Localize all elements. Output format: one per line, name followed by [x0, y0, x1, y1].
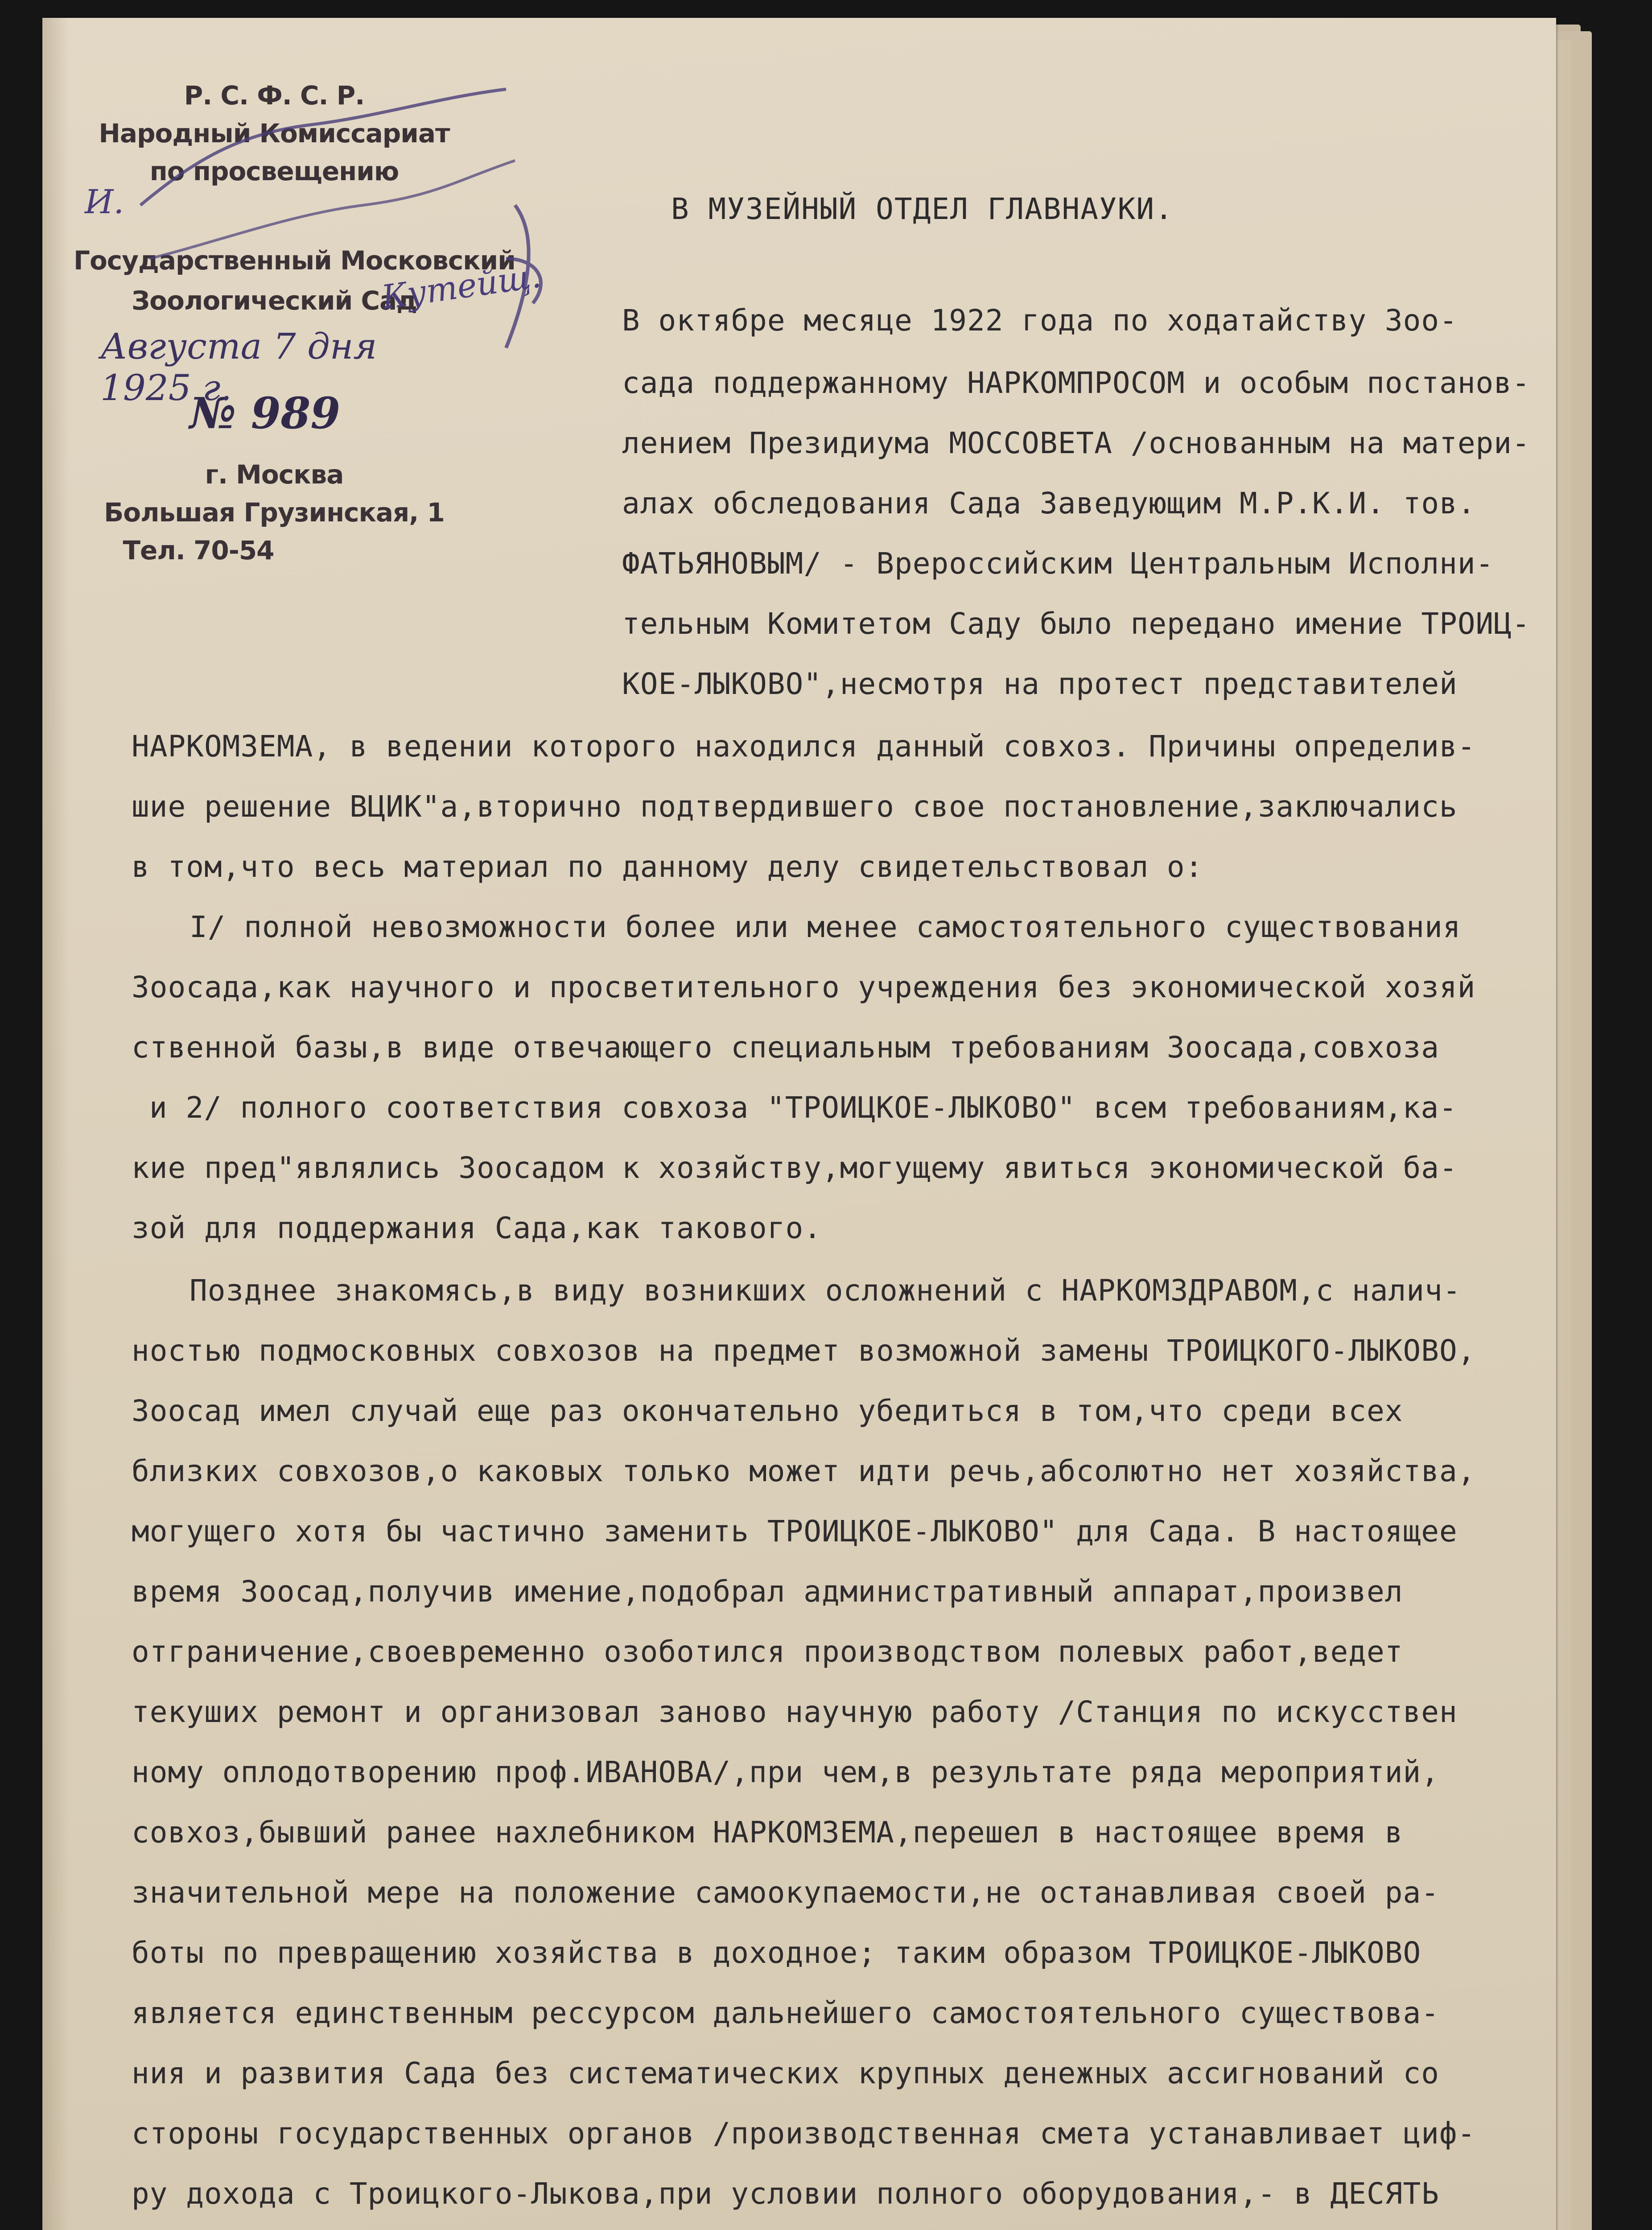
- body-line: ния и развития Сада без систематических крупных денежных ассигнований со: [132, 2056, 1439, 2090]
- body-line: алах обследования Сада Заведующим М.Р.К.И. тов.: [622, 486, 1476, 520]
- body-line: I/ полной невозможности более или менее самостоятельного существования: [190, 910, 1461, 944]
- body-line: Позднее знакомясь,в виду возникших осложнений с НАРКОМЗДРАВОМ,с налич-: [190, 1273, 1461, 1308]
- body-line: тельным Комитетом Саду было передано имение ТРОИЦ-: [622, 607, 1530, 641]
- body-line: В октябре месяце 1922 года по ходатайству Зоо-: [622, 303, 1458, 338]
- handwritten-note: И.: [85, 183, 124, 221]
- body-line: Зоосад имел случай еще раз окончательно убедиться в том,что среди всех: [132, 1394, 1403, 1428]
- body-line: ФАТЬЯНОВЫМ/ - Врероссийским Центральным Исполни-: [622, 546, 1494, 581]
- body-line: зой для поддержания Сада,как такового.: [132, 1211, 822, 1245]
- body-line: значительной мере на положение самоокупаемости,не останавливая своей ра-: [132, 1875, 1439, 1910]
- body-line: отграничение,своевременно озоботился производством полевых работ,ведет: [132, 1635, 1403, 1669]
- body-line: ру дохода с Троицкого-Лыкова,при условии полного оборудования,- в ДЕСЯТЬ: [132, 2176, 1439, 2211]
- stamp-number: № 989: [190, 388, 341, 438]
- document-page: [42, 18, 1556, 2230]
- body-line: ностью подмосковных совхозов на предмет возможной замены ТРОИЦКОГО-ЛЫКОВО,: [132, 1334, 1476, 1368]
- body-line: сада поддержанному НАРКОМПРОСОМ и особым постанов-: [622, 366, 1530, 400]
- body-line: время Зоосад,получив имение,подобрал административный аппарат,произвел: [132, 1574, 1403, 1609]
- body-line: близких совхозов,о каковых только может идти речь,абсолютно нет хозяйства,: [132, 1454, 1476, 1488]
- body-line: боты по превращению хозяйства в доходное; таким образом ТРОИЦКОЕ-ЛЫКОВО: [132, 1936, 1421, 1970]
- body-line: текуших ремонт и организовал заново научную работу /Станция по искусствен: [132, 1695, 1458, 1729]
- body-line: стороны государственных органов /производственная смета устанавливает циф-: [132, 2116, 1476, 2151]
- body-line: ному оплодотворению проф.ИВАНОВА/,при чем,в результате ряда мероприятий,: [132, 1755, 1439, 1789]
- page-shadow: [42, 18, 69, 2230]
- stamp-line: Зоологический Сад: [131, 285, 417, 316]
- handwriting-scribble: [123, 71, 569, 392]
- document-heading: В МУЗЕЙНЫЙ ОТДЕЛ ГЛАВНАУКИ.: [671, 192, 1174, 226]
- stamp-address-line: г. Москва: [205, 459, 344, 490]
- body-line: совхоз,бывший ранее нахлебником НАРКОМЗЕМА,перешел в настоящее время в: [132, 1815, 1403, 1850]
- body-line: шие решение ВЦИК"а,вторично подтвердившего свое постановление,заключались: [132, 789, 1458, 824]
- stamp-date: Августа 7 дня 1925 г.: [100, 326, 377, 409]
- handwritten-resolution: Кутейщ.: [379, 256, 544, 317]
- stamp-line: Народный Комиссариат: [99, 118, 450, 149]
- body-line: НАРКОМЗЕМА, в ведении которого находился данный совхоз. Причины определив-: [132, 729, 1476, 764]
- stamp-line: по просвещению: [149, 156, 399, 186]
- body-line: кие пред"являлись Зоосадом к хозяйству,могущему явиться экономической ба-: [132, 1151, 1458, 1185]
- stamp-address-line: Тел. 70-54: [123, 535, 274, 566]
- body-line: Зоосада,как научного и просветительного учреждения без экономической хозяй: [132, 970, 1476, 1004]
- body-line: в том,что весь материал по данному делу свидетельствовал о:: [132, 850, 1203, 884]
- stamp-line: Государственный Московский: [74, 245, 515, 276]
- body-line: лением Президиума МОССОВЕТА /основанным на матери-: [622, 426, 1530, 460]
- body-line: ственной базы,в виде отвечающего специальным требованиям Зоосада,совхоза: [132, 1030, 1439, 1065]
- body-line: могущего хотя бы частично заменить ТРОИЦКОЕ-ЛЫКОВО" для Сада. В настоящее: [132, 1514, 1458, 1549]
- body-line: и 2/ полного соответствия совхоза "ТРОИЦКОЕ-ЛЫКОВО" всем требованиям,ка-: [149, 1090, 1457, 1125]
- body-line: КОЕ-ЛЫКОВО",несмотря на протест представителей: [622, 667, 1458, 701]
- stamp-line: Р. С. Ф. С. Р.: [184, 80, 365, 111]
- body-line: является единственным рессурсом дальнейшего самостоятельного существова-: [132, 1996, 1439, 2030]
- stamp-address-line: Большая Грузинская, 1: [104, 497, 445, 528]
